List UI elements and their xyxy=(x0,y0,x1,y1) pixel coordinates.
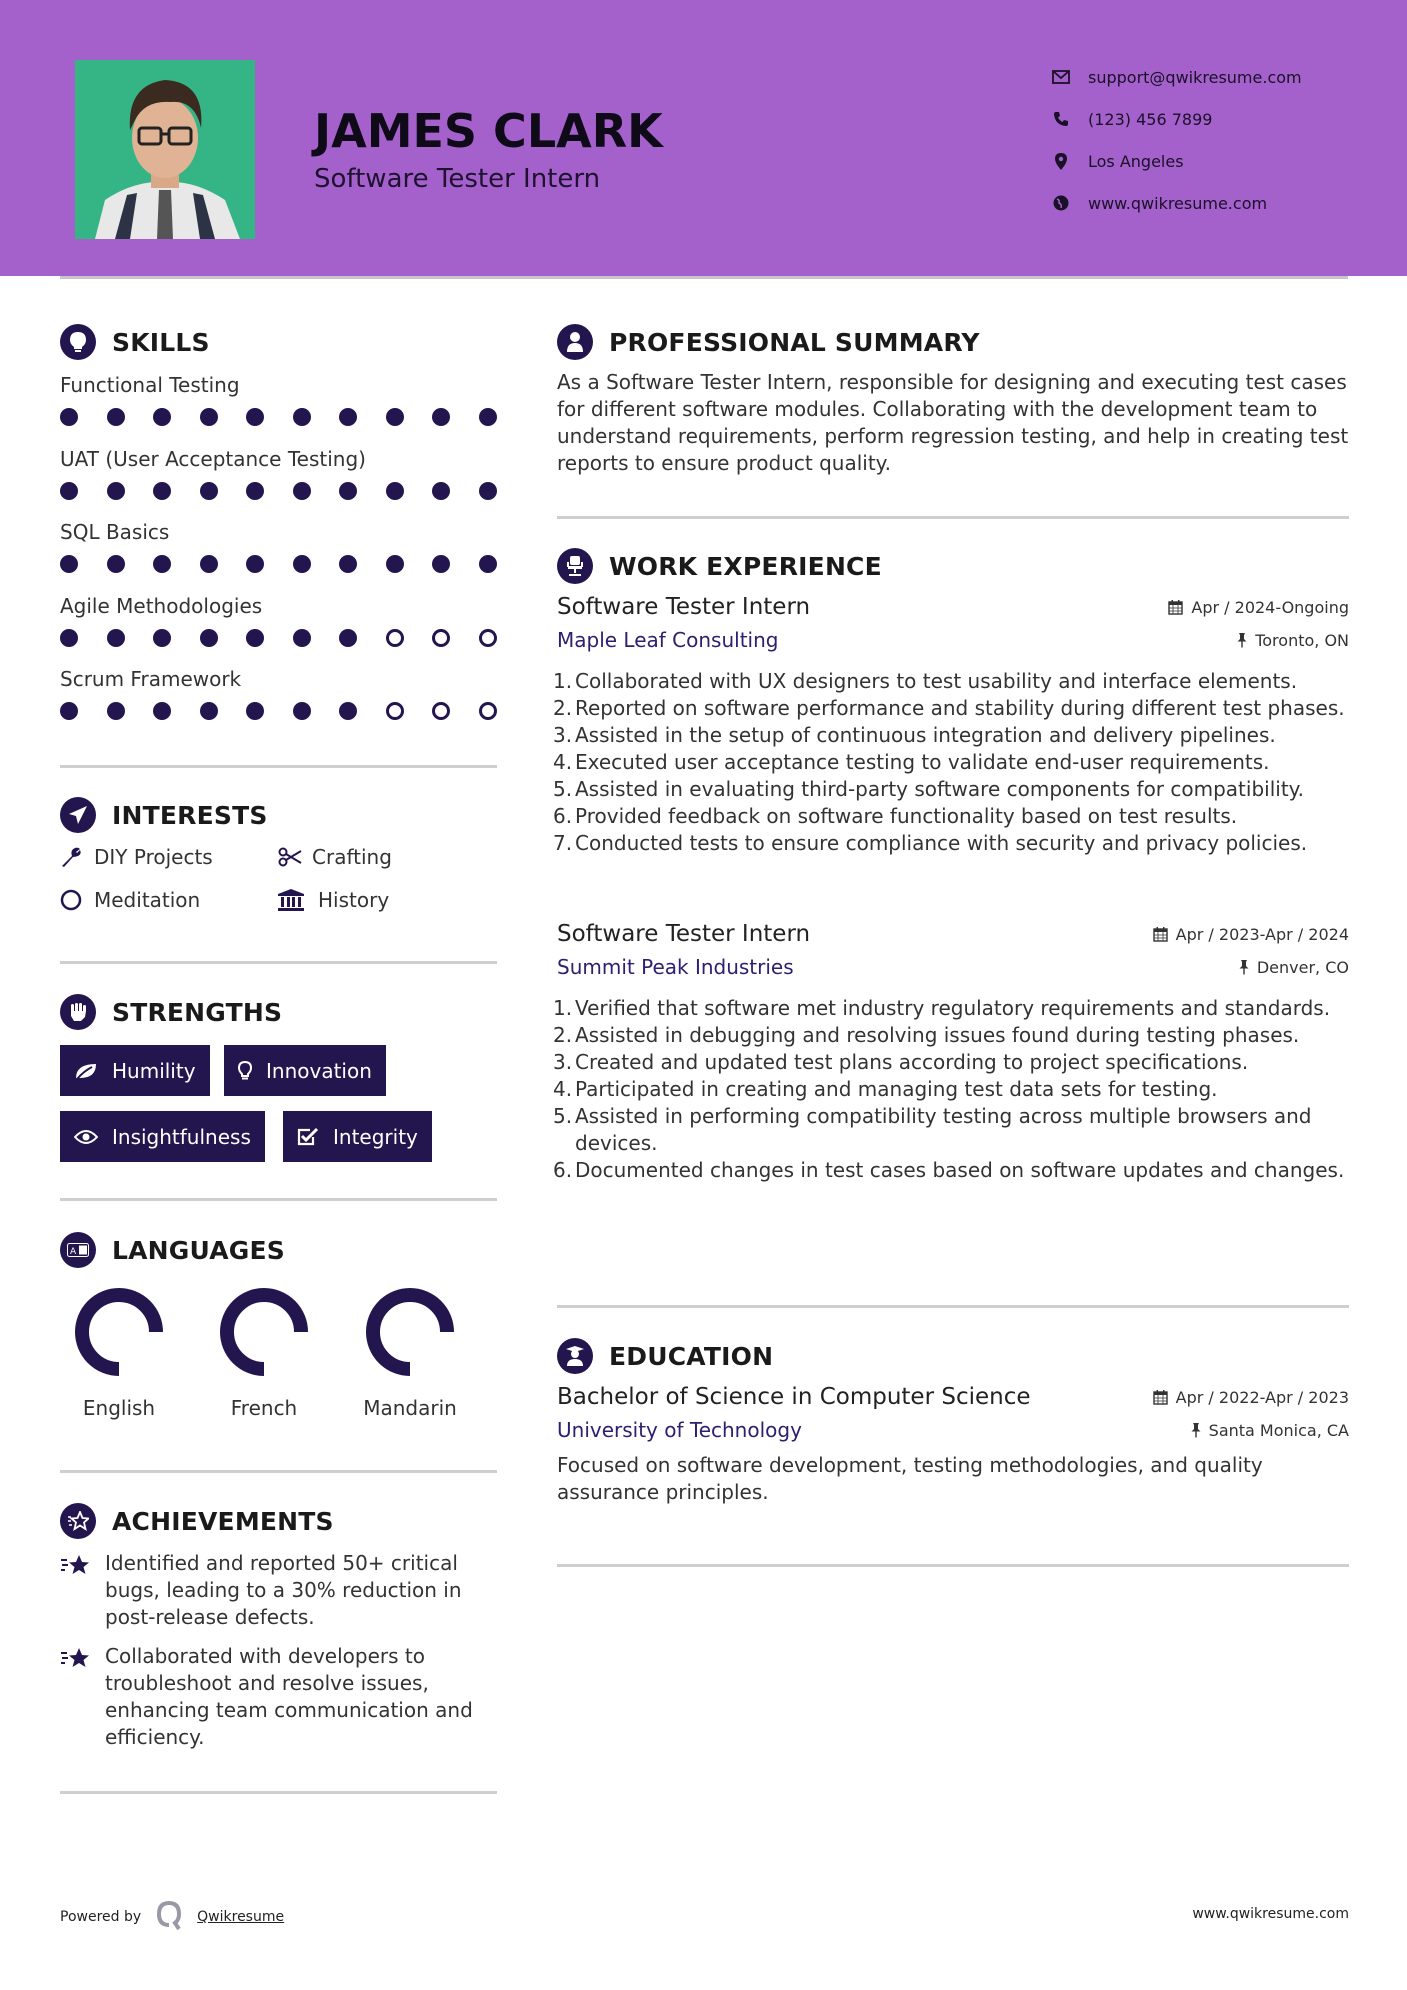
powered-by-text: Powered by xyxy=(60,1909,142,1925)
interest-item xyxy=(278,888,389,912)
summary-title: PROFESSIONAL SUMMARY xyxy=(609,327,980,357)
pushpin-icon xyxy=(1191,1423,1201,1438)
leaf-icon xyxy=(74,1062,98,1080)
skill-rating xyxy=(60,629,497,647)
job-location-text: Toronto, ON xyxy=(1255,630,1349,650)
achievement-text: Collaborated with developers to troubleshoot and resolve issues, enhancing team communication and efficiency. xyxy=(105,1644,473,1749)
envelope-icon xyxy=(1050,68,1072,86)
interest-label: DIY Projects xyxy=(94,845,213,869)
language-progress-ring xyxy=(364,1286,456,1378)
interests-title: INTERESTS xyxy=(112,800,268,830)
language-item xyxy=(64,1286,174,1420)
contact-phone[interactable] xyxy=(1050,98,1302,140)
interest-item xyxy=(278,845,392,869)
contact-website-text: www.qwikresume.com xyxy=(1088,193,1268,213)
section-divider xyxy=(60,1791,497,1794)
job-title: Software Tester Intern xyxy=(557,594,811,620)
skill-name: SQL Basics xyxy=(60,520,170,544)
job-bullet: 6. Documented changes in test cases based on software updates and changes. xyxy=(553,1158,1345,1182)
achievements-title: ACHIEVEMENTS xyxy=(112,1506,334,1536)
skills-list xyxy=(60,370,500,738)
job-location xyxy=(1239,958,1349,977)
lightbulb-icon xyxy=(238,1061,252,1081)
language-name: English xyxy=(82,1396,156,1420)
globe-icon xyxy=(1050,194,1072,212)
education-dates-text: Apr / 2022-Apr / 2023 xyxy=(1175,1387,1349,1407)
office-chair-icon xyxy=(557,548,593,584)
svg-text:A: A xyxy=(70,1247,77,1257)
bank-icon xyxy=(278,889,308,911)
education-heading xyxy=(557,1338,773,1374)
languages-heading xyxy=(60,1232,285,1268)
summary-text: As a Software Tester Intern, responsible for designing and executing test cases for different software modules. Collaborating with the development team to understand requirements, perform regression testing, and help in creating test reports to ensure product quality. xyxy=(557,370,1349,475)
strength-chip xyxy=(60,1045,210,1096)
calendar-icon xyxy=(1168,599,1183,615)
skill-item xyxy=(60,370,500,444)
section-divider xyxy=(60,765,497,768)
calendar-icon xyxy=(1153,926,1168,942)
contact-phone-text: (123) 456 7899 xyxy=(1088,109,1213,129)
education-entry xyxy=(557,1384,1349,1506)
job-bullet: 2. Assisted in debugging and resolving issues found during testing phases. xyxy=(553,1023,1300,1047)
school-name: University of Technology xyxy=(557,1418,802,1442)
languages-title: LANGUAGES xyxy=(112,1235,286,1265)
experience-title: WORK EXPERIENCE xyxy=(609,551,882,581)
checkbox-icon xyxy=(297,1127,319,1147)
job-bullet: 4. Participated in creating and managing test data sets for testing. xyxy=(553,1077,1218,1101)
job-entry xyxy=(553,921,1349,1184)
qwikresume-logo-icon xyxy=(155,1900,183,1934)
strength-chip xyxy=(60,1111,265,1162)
contact-location-text: Los Angeles xyxy=(1088,151,1184,171)
language-progress-ring xyxy=(218,1286,310,1378)
interest-label: Meditation xyxy=(94,888,201,912)
profile-photo xyxy=(75,60,255,239)
language-item xyxy=(209,1286,319,1420)
achievement-item xyxy=(60,1643,500,1751)
eye-icon xyxy=(74,1129,98,1145)
job-location-text: Denver, CO xyxy=(1256,957,1349,977)
company-name: Maple Leaf Consulting xyxy=(557,628,779,652)
contact-website[interactable] xyxy=(1050,182,1302,224)
summary-heading xyxy=(557,324,980,360)
skills-heading xyxy=(60,324,210,360)
strength-label: Integrity xyxy=(333,1124,418,1149)
calendar-icon xyxy=(1153,1389,1168,1405)
skill-name: Scrum Framework xyxy=(60,667,242,691)
interest-label: History xyxy=(318,888,390,912)
star-icon xyxy=(60,1550,105,1631)
contact-location xyxy=(1050,140,1302,182)
interest-item xyxy=(60,845,213,869)
job-bullet: 4. Executed user acceptance testing to validate end-user requirements. xyxy=(553,750,1270,774)
skill-item xyxy=(60,591,500,665)
section-divider xyxy=(557,1305,1349,1308)
achievement-text: Identified and reported 50+ critical bugs, leading to a 30% reduction in post-release defects. xyxy=(105,1551,462,1629)
contact-list xyxy=(1050,56,1302,224)
strength-chip xyxy=(283,1111,432,1162)
job-bullets xyxy=(553,995,1349,1184)
skill-name: UAT (User Acceptance Testing) xyxy=(60,446,366,471)
job-bullet: 7. Conducted tests to ensure compliance with security and privacy policies. xyxy=(553,831,1308,855)
strength-chip xyxy=(224,1045,386,1096)
language-progress-ring xyxy=(73,1286,165,1378)
pushpin-icon xyxy=(1239,960,1249,975)
company-name: Summit Peak Industries xyxy=(557,955,794,979)
candidate-title: Software Tester Intern xyxy=(314,164,601,194)
footer-powered-by xyxy=(60,1900,284,1934)
fist-icon xyxy=(60,994,96,1030)
skill-rating xyxy=(60,408,497,426)
interest-label: Crafting xyxy=(312,845,392,869)
strength-label: Humility xyxy=(112,1058,196,1083)
job-dates-text: Apr / 2024-Ongoing xyxy=(1191,597,1349,617)
education-location-text: Santa Monica, CA xyxy=(1208,1420,1349,1440)
achievements-heading xyxy=(60,1503,334,1539)
contact-email[interactable] xyxy=(1050,56,1302,98)
job-bullet: 5. Assisted in performing compatibility testing across multiple browsers and devices. xyxy=(553,1104,1312,1155)
job-bullet: 2. Reported on software performance and stability during different test phases. xyxy=(553,696,1345,720)
skill-rating xyxy=(60,702,497,720)
section-divider xyxy=(60,1470,497,1473)
education-location xyxy=(1191,1421,1349,1440)
star-icon xyxy=(60,1643,105,1751)
candidate-name: JAMES CLARK xyxy=(314,104,663,158)
map-marker-icon xyxy=(1050,152,1072,170)
job-dates xyxy=(1168,598,1349,617)
language-name: French xyxy=(230,1396,298,1420)
scissors-icon xyxy=(278,847,302,867)
education-title: EDUCATION xyxy=(609,1341,774,1371)
circle-icon xyxy=(60,889,84,911)
job-dates xyxy=(1153,925,1349,944)
strengths-title: STRENGTHS xyxy=(112,997,283,1027)
skill-name: Agile Methodologies xyxy=(60,593,263,618)
paper-plane-icon xyxy=(60,797,96,833)
resume-header xyxy=(0,0,1407,276)
skill-item xyxy=(60,444,500,518)
strength-label: Innovation xyxy=(266,1058,372,1083)
job-entry xyxy=(553,594,1349,857)
experience-heading xyxy=(557,548,882,584)
star-badge-icon xyxy=(60,1503,96,1539)
section-divider xyxy=(557,1564,1349,1567)
job-bullet: 5. Assisted in evaluating third-party software components for compatibility. xyxy=(553,777,1305,801)
contact-email-text: support@qwikresume.com xyxy=(1088,67,1302,87)
section-divider xyxy=(60,1198,497,1201)
skill-name: Functional Testing xyxy=(60,373,240,397)
job-bullet: 6. Provided feedback on software functionality based on test results. xyxy=(553,804,1238,828)
job-title: Software Tester Intern xyxy=(557,921,811,947)
interests-heading xyxy=(60,797,268,833)
section-divider xyxy=(557,516,1349,519)
job-bullet: 1. Verified that software met industry regulatory requirements and standards. xyxy=(553,996,1331,1020)
skill-item xyxy=(60,517,500,591)
job-bullet: 1. Collaborated with UX designers to test usability and interface elements. xyxy=(553,669,1298,693)
pushpin-icon xyxy=(1237,633,1247,648)
language-item xyxy=(355,1286,465,1420)
job-bullet: 3. Assisted in the setup of continuous integration and delivery pipelines. xyxy=(553,723,1276,747)
skill-item xyxy=(60,664,500,738)
user-icon xyxy=(557,324,593,360)
job-location xyxy=(1237,631,1349,650)
language-name: Mandarin xyxy=(363,1396,457,1420)
job-bullet: 3. Created and updated test plans according to project specifications. xyxy=(553,1050,1249,1074)
lightbulb-icon xyxy=(60,324,96,360)
footer-website[interactable]: www.qwikresume.com xyxy=(1192,1906,1349,1922)
qwikresume-link[interactable]: Qwikresume xyxy=(197,1909,285,1925)
phone-icon xyxy=(1050,110,1072,128)
strength-label: Insightfulness xyxy=(112,1124,251,1149)
education-dates xyxy=(1153,1388,1349,1407)
header-divider xyxy=(60,276,1348,279)
wrench-icon xyxy=(60,846,84,868)
job-bullets xyxy=(553,668,1349,857)
section-divider xyxy=(60,961,497,964)
graduate-icon xyxy=(557,1338,593,1374)
language-icon xyxy=(60,1232,96,1268)
degree-title: Bachelor of Science in Computer Science xyxy=(557,1384,1031,1410)
skills-title: SKILLS xyxy=(112,327,210,357)
job-dates-text: Apr / 2023-Apr / 2024 xyxy=(1175,924,1349,944)
achievement-item xyxy=(60,1550,500,1631)
strengths-heading xyxy=(60,994,282,1030)
education-description: Focused on software development, testing methodologies, and quality assurance principles. xyxy=(557,1453,1263,1504)
interest-item xyxy=(60,888,200,912)
skill-rating xyxy=(60,482,497,500)
skill-rating xyxy=(60,555,497,573)
